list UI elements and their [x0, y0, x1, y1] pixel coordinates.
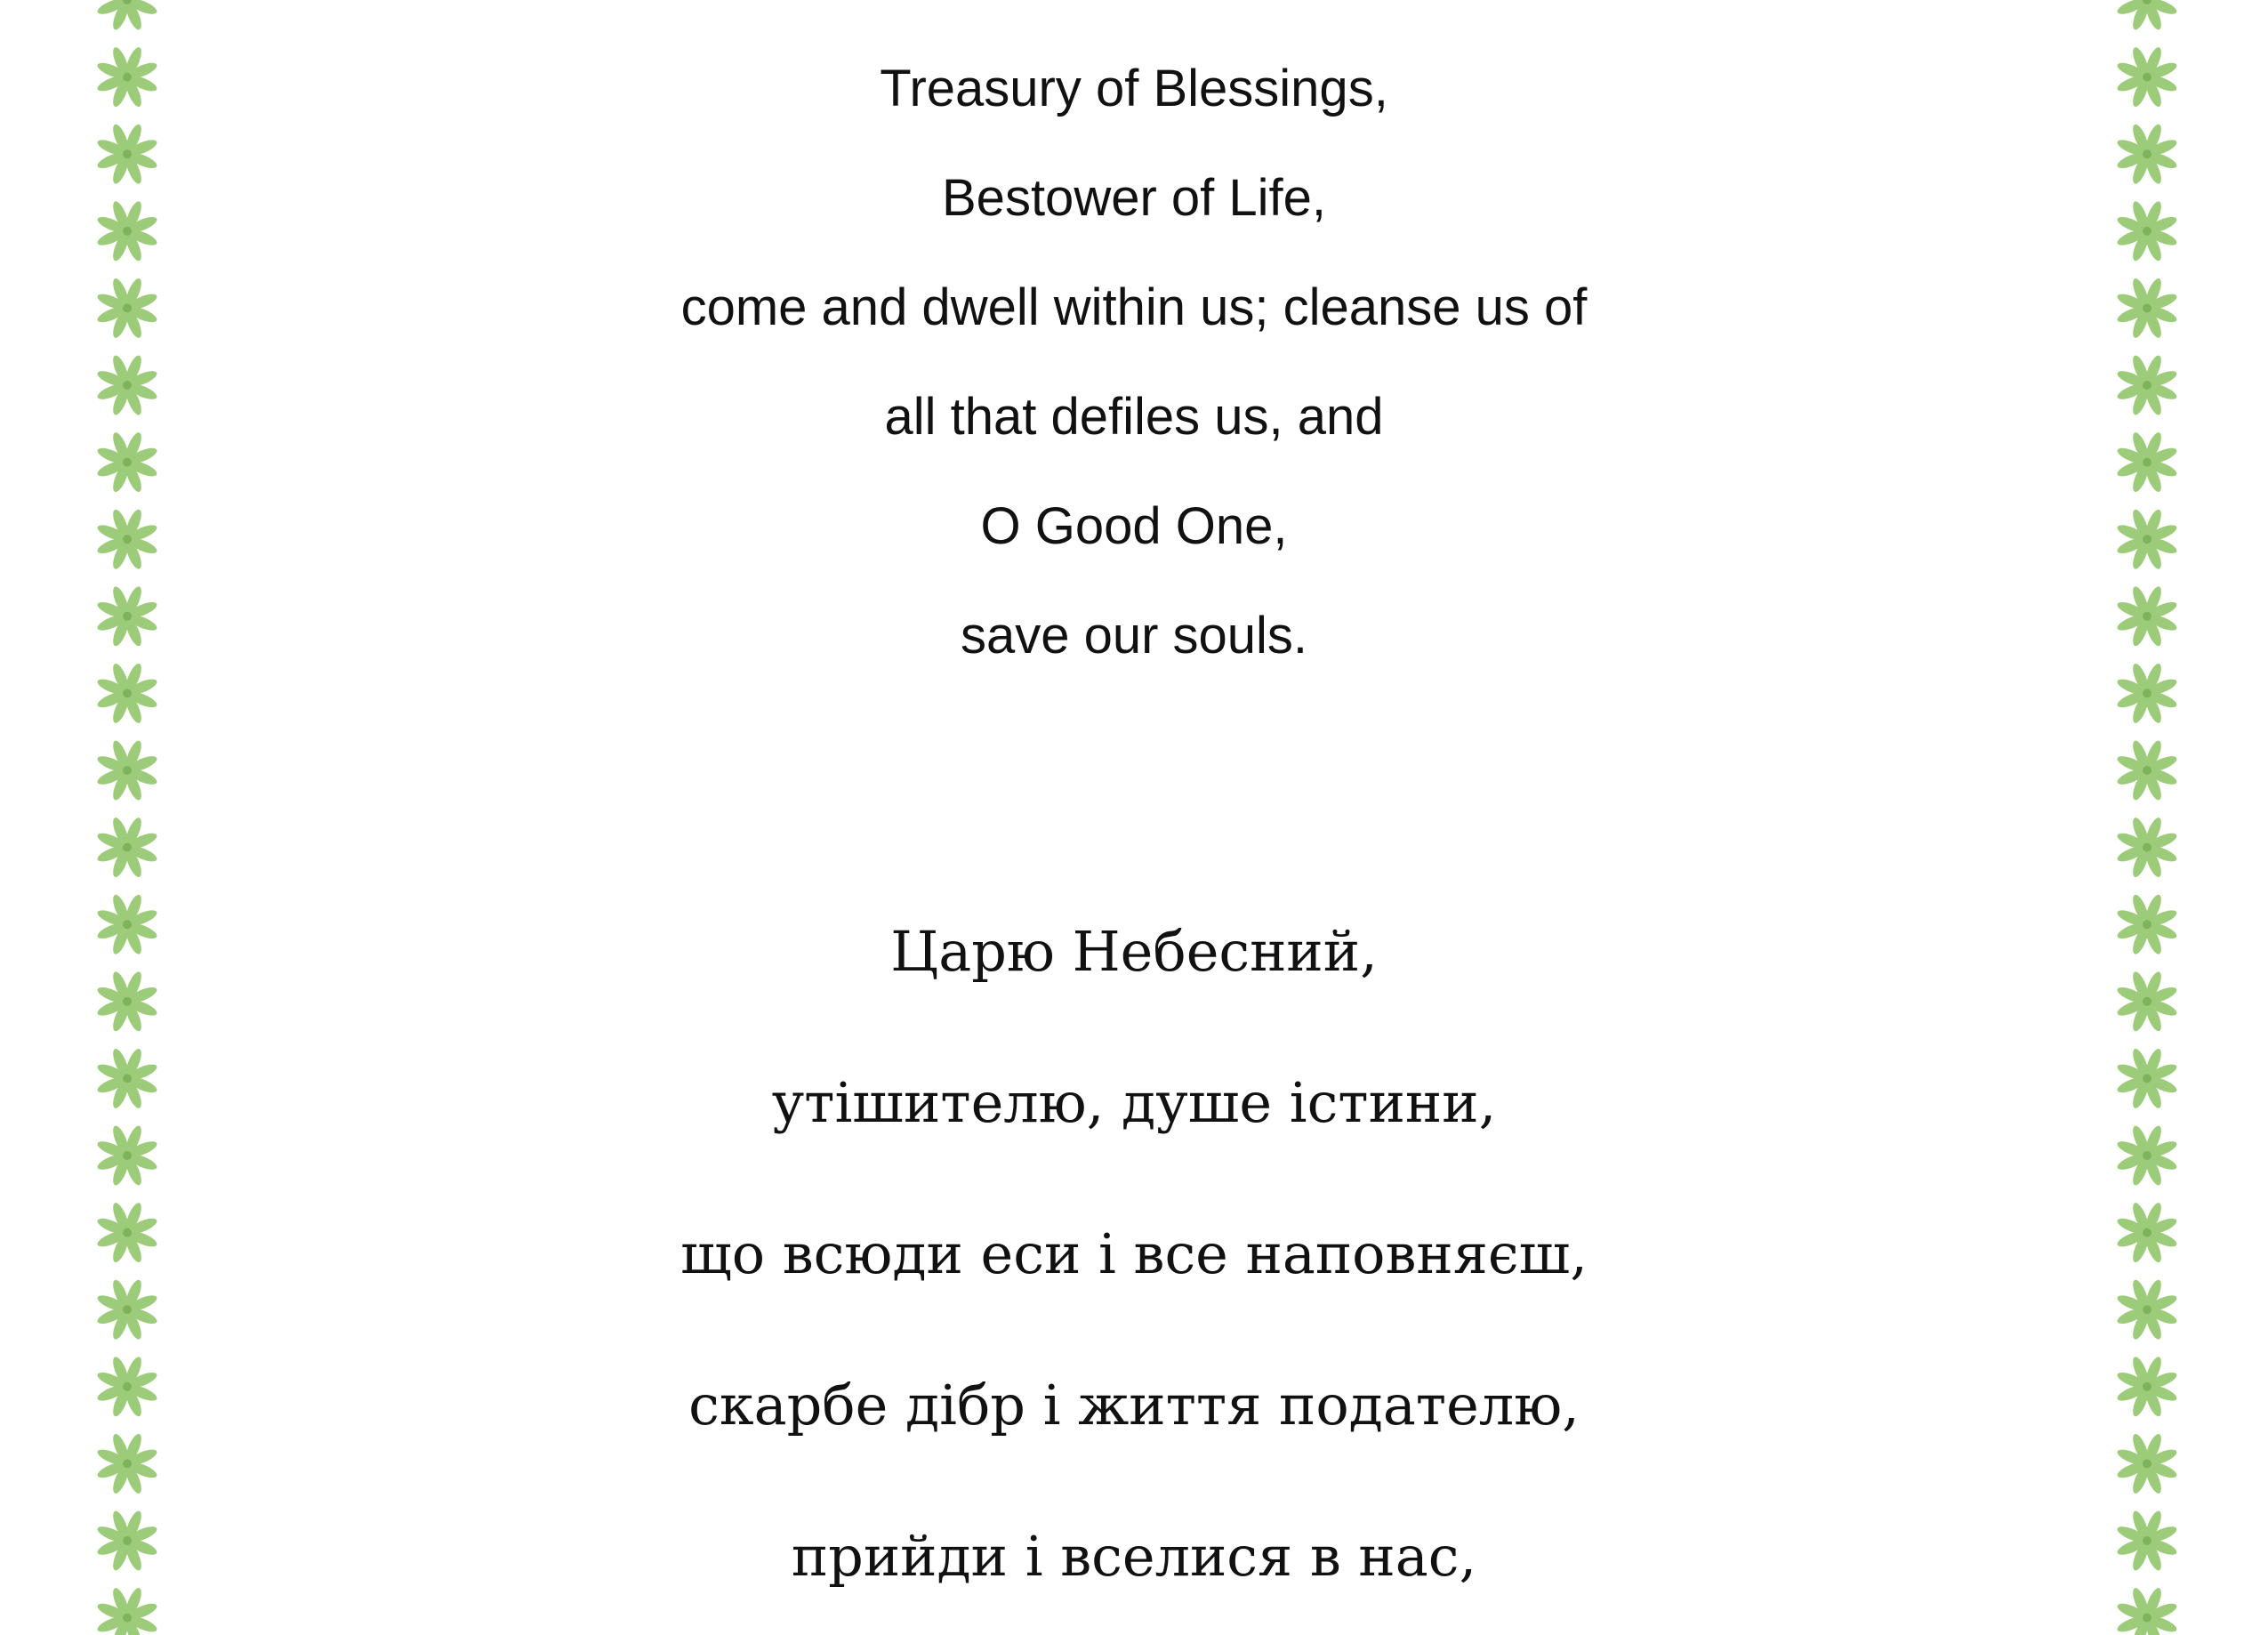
flower-ornament-icon: [2115, 1509, 2178, 1572]
flower-ornament-icon: [95, 1432, 158, 1495]
right-ornament-border: [2113, 0, 2181, 1635]
flower-ornament-icon: [95, 662, 158, 725]
flower-ornament-icon: [95, 45, 158, 109]
page-body: [178, 0, 2090, 1601]
flower-ornament-icon: [2115, 0, 2178, 32]
flower-ornament-icon: [95, 738, 158, 801]
flower-ornament-icon: [95, 123, 158, 186]
flower-ornament-icon: [95, 816, 158, 879]
english-line: save our souls.: [178, 581, 2090, 690]
flower-ornament-icon: [2115, 1278, 2178, 1341]
flower-ornament-icon: [2115, 508, 2178, 571]
flower-ornament-icon: [95, 1278, 158, 1341]
flower-ornament-icon: [2115, 1432, 2178, 1495]
flower-ornament-icon: [2115, 1047, 2178, 1110]
flower-ornament-icon: [95, 199, 158, 262]
english-line: Treasury of Blessings,: [178, 34, 2090, 143]
flower-ornament-icon: [95, 1047, 158, 1110]
ukrainian-line: скарбе дібр і життя подателю,: [178, 1330, 2090, 1481]
ukrainian-line: прийди і вселися в нас,: [178, 1481, 2090, 1632]
flower-ornament-icon: [95, 1355, 158, 1418]
flower-ornament-icon: [2115, 738, 2178, 801]
right-ornament-border-svg: [2113, 0, 2181, 1635]
flower-ornament-icon: [2115, 584, 2178, 648]
flower-ornament-icon: [2115, 199, 2178, 262]
flower-ornament-icon: [2115, 277, 2178, 340]
ukrainian-prayer-text: [178, 876, 2090, 1632]
flower-ornament-icon: [2115, 431, 2178, 494]
flower-ornament-icon: [2115, 662, 2178, 725]
left-ornament-border-svg: [93, 0, 161, 1635]
english-line: come and dwell within us; cleanse us of: [178, 253, 2090, 362]
flower-ornament-icon: [95, 893, 158, 956]
flower-ornament-icon: [2115, 1124, 2178, 1187]
flower-ornament-icon: [95, 431, 158, 494]
flower-ornament-icon: [2115, 1201, 2178, 1264]
flower-ornament-icon: [2115, 123, 2178, 186]
flower-ornament-icon: [2115, 893, 2178, 956]
flower-ornament-icon: [95, 584, 158, 648]
ukrainian-line: Царю Небесний,: [178, 876, 2090, 1027]
flower-ornament-icon: [2115, 353, 2178, 416]
flower-ornament-icon: [2115, 970, 2178, 1033]
flower-ornament-icon: [2115, 1355, 2178, 1418]
flower-ornament-icon: [95, 1201, 158, 1264]
flower-ornament-icon: [95, 970, 158, 1033]
flower-ornament-icon: [95, 508, 158, 571]
flower-ornament-icon: [95, 1509, 158, 1572]
english-line: all that defiles us, and: [178, 362, 2090, 471]
flower-ornament-icon: [2115, 1586, 2178, 1635]
english-line: O Good One,: [178, 471, 2090, 581]
ukrainian-line: що всюди еси і все наповняєш,: [178, 1179, 2090, 1330]
english-prayer-text: [178, 34, 2090, 690]
flower-ornament-icon: [2115, 45, 2178, 109]
flower-ornament-icon: [95, 0, 158, 32]
english-line: Bestower of Life,: [178, 143, 2090, 253]
flower-ornament-icon: [95, 353, 158, 416]
flower-ornament-icon: [95, 1586, 158, 1635]
flower-ornament-icon: [95, 277, 158, 340]
flower-ornament-icon: [2115, 816, 2178, 879]
left-ornament-border: [93, 0, 161, 1635]
flower-ornament-icon: [95, 1124, 158, 1187]
ukrainian-line: утішителю, душе істини,: [178, 1027, 2090, 1179]
